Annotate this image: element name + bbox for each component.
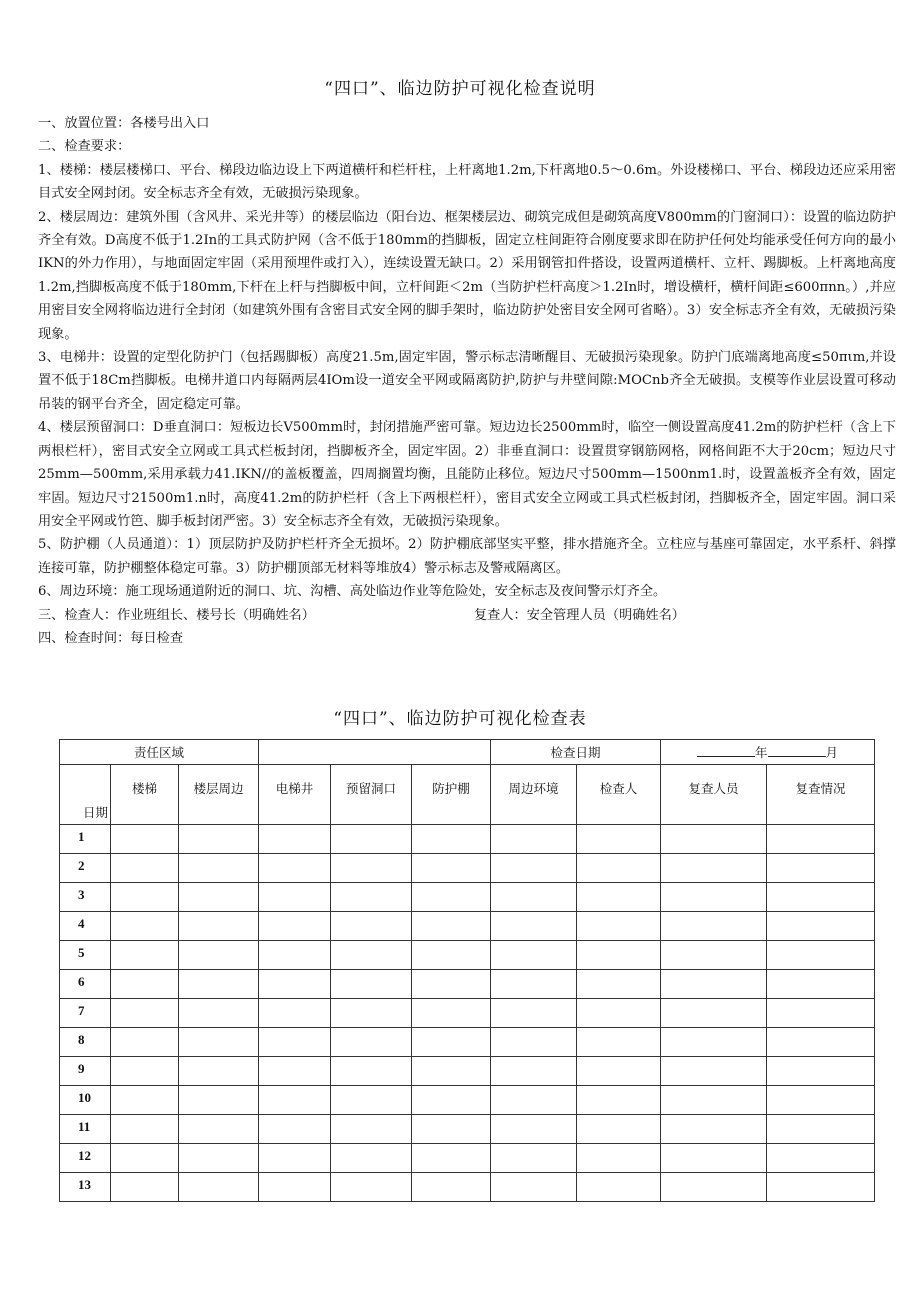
cell-inspector[interactable] xyxy=(577,1086,661,1115)
cell-review-status[interactable] xyxy=(767,970,875,999)
column-header-stairs: 楼梯 xyxy=(111,765,179,825)
placement-text: 一、放置位置：各楼号出入口 xyxy=(38,116,210,131)
check-date-label: 检查日期 xyxy=(491,740,661,765)
cell-elevator-shaft[interactable] xyxy=(259,941,331,970)
cell-surroundings[interactable] xyxy=(491,912,577,941)
table-row xyxy=(60,912,875,941)
cell-reviewer[interactable] xyxy=(661,1086,767,1115)
cell-elevator-shaft[interactable] xyxy=(259,1144,331,1173)
column-header-review-status: 复查情况 xyxy=(767,765,875,825)
table-row xyxy=(60,941,875,970)
cell-reserved-openings[interactable] xyxy=(331,941,412,970)
table-row xyxy=(60,883,875,912)
cell-stairs[interactable] xyxy=(111,854,179,883)
table-row xyxy=(60,854,875,883)
instructions-body xyxy=(38,112,896,650)
cell-reserved-openings[interactable] xyxy=(331,1028,412,1057)
table-header-row-1 xyxy=(60,740,875,765)
cell-stairs[interactable] xyxy=(111,912,179,941)
month-label: 月 xyxy=(825,745,839,760)
cell-review-status[interactable] xyxy=(767,1057,875,1086)
table-body xyxy=(60,825,875,1202)
cell-reserved-openings[interactable] xyxy=(331,970,412,999)
cell-protective-shed[interactable] xyxy=(412,1086,491,1115)
cell-elevator-shaft[interactable] xyxy=(259,854,331,883)
cell-surroundings[interactable] xyxy=(491,1173,577,1202)
cell-reserved-openings[interactable] xyxy=(331,999,412,1028)
month-blank[interactable] xyxy=(768,744,826,757)
cell-inspector[interactable] xyxy=(577,1028,661,1057)
cell-surroundings[interactable] xyxy=(491,1086,577,1115)
year-blank[interactable] xyxy=(697,744,755,757)
cell-floor-edge[interactable] xyxy=(179,1173,259,1202)
cell-stairs[interactable] xyxy=(111,941,179,970)
column-header-surroundings: 周边环境 xyxy=(491,765,577,825)
requirement-stairs: 1、楼梯：楼层楼梯口、平台、梯段边临边设上下两道横杆和栏杆柱，上杆离地1.2m,下杆离地0.5～0.6m。外设楼梯口、平台、梯段边还应采用密目式安全网封闭。安全标志齐全有效，无破损污染现象。 xyxy=(38,162,896,202)
column-header-elevator-shaft: 电梯井 xyxy=(259,765,331,825)
cell-stairs[interactable] xyxy=(111,1086,179,1115)
cell-reserved-openings[interactable] xyxy=(331,1173,412,1202)
cell-reviewer[interactable] xyxy=(661,1173,767,1202)
cell-reserved-openings[interactable] xyxy=(331,1057,412,1086)
cell-inspector[interactable] xyxy=(577,970,661,999)
cell-review-status[interactable] xyxy=(767,912,875,941)
day-number: 13 xyxy=(60,1173,111,1202)
cell-elevator-shaft[interactable] xyxy=(259,1115,331,1144)
cell-review-status[interactable] xyxy=(767,999,875,1028)
cell-reviewer[interactable] xyxy=(661,854,767,883)
cell-surroundings[interactable] xyxy=(491,941,577,970)
day-number: 6 xyxy=(60,970,111,999)
cell-surroundings[interactable] xyxy=(491,883,577,912)
cell-floor-edge[interactable] xyxy=(179,1144,259,1173)
cell-protective-shed[interactable] xyxy=(412,854,491,883)
cell-elevator-shaft[interactable] xyxy=(259,1028,331,1057)
cell-reviewer[interactable] xyxy=(661,1144,767,1173)
cell-protective-shed[interactable] xyxy=(412,1057,491,1086)
cell-reviewer[interactable] xyxy=(661,883,767,912)
cell-reviewer[interactable] xyxy=(661,970,767,999)
requirement-floor-openings: 4、楼层预留洞口：D垂直洞口：短板边长V500mm时，封闭措施严密可靠。短边边长2500mm时，临空一侧设置高度41.2m的防护栏杆（含上下两根栏杆），密目式安全立网或工具式栏板封闭，挡脚板齐全，固定牢固。2）非垂直洞口：设置贯穿钢筋网格，网格间距不大于20cm；短边尺寸25mm—500mm,采用承载力41.IKN//的盖板覆盖，四周搁置均衡，且能防止移位。短边尺寸500mm—1500nm1.时，设置盖板齐全有效，固定牢固。短边尺寸21500m1.n时，高度41.2m的防护栏杆（含上下两根栏杆），密目式安全立网或工具式栏板封闭，挡脚板齐全，固定牢固。洞口采用安全平网或竹笆、脚手板封闭严密。3）安全标志齐全有效，无破损污染现象。 xyxy=(38,420,896,529)
cell-surroundings[interactable] xyxy=(491,1028,577,1057)
requirement-protective-shed: 5、防护棚（人员通道）：1）顶层防护及防护栏杆齐全无损坏。2）防护棚底部坚实平整，排水措施齐全。立柱应与基座可靠固定，水平系杆、斜撑连接可靠，防护棚整体稳定可靠。3）防护棚顶部无材料等堆放4）警示标志及警戒隔离区。 xyxy=(38,537,896,576)
cell-elevator-shaft[interactable] xyxy=(259,1057,331,1086)
cell-inspector[interactable] xyxy=(577,1173,661,1202)
cell-floor-edge[interactable] xyxy=(179,1028,259,1057)
cell-stairs[interactable] xyxy=(111,883,179,912)
cell-inspector[interactable] xyxy=(577,912,661,941)
cell-surroundings[interactable] xyxy=(491,999,577,1028)
cell-floor-edge[interactable] xyxy=(179,1086,259,1115)
cell-stairs[interactable] xyxy=(111,1028,179,1057)
column-header-reviewer: 复查人员 xyxy=(661,765,767,825)
day-number: 2 xyxy=(60,854,111,883)
cell-reserved-openings[interactable] xyxy=(331,1115,412,1144)
day-number: 7 xyxy=(60,999,111,1028)
cell-stairs[interactable] xyxy=(111,999,179,1028)
cell-reviewer[interactable] xyxy=(661,912,767,941)
check-date-field[interactable] xyxy=(661,740,875,765)
inspection-time-text: 四、检查时间：每日检查 xyxy=(38,630,184,646)
cell-inspector[interactable] xyxy=(577,941,661,970)
cell-elevator-shaft[interactable] xyxy=(259,825,331,854)
inspector-text: 三、检查人：作业班组长、楼号长（明确姓名） xyxy=(38,607,315,623)
table-row xyxy=(60,1028,875,1057)
cell-elevator-shaft[interactable] xyxy=(259,999,331,1028)
cell-floor-edge[interactable] xyxy=(179,1115,259,1144)
table-row xyxy=(60,825,875,854)
cell-review-status[interactable] xyxy=(767,883,875,912)
cell-reserved-openings[interactable] xyxy=(331,883,412,912)
cell-stairs[interactable] xyxy=(111,1173,179,1202)
cell-floor-edge[interactable] xyxy=(179,941,259,970)
cell-stairs[interactable] xyxy=(111,825,179,854)
cell-surroundings[interactable] xyxy=(491,970,577,999)
cell-surroundings[interactable] xyxy=(491,825,577,854)
cell-inspector[interactable] xyxy=(577,1144,661,1173)
day-number: 9 xyxy=(60,1057,111,1086)
cell-reviewer[interactable] xyxy=(661,999,767,1028)
cell-protective-shed[interactable] xyxy=(412,883,491,912)
cell-reviewer[interactable] xyxy=(661,1028,767,1057)
day-number: 10 xyxy=(60,1086,111,1115)
table-row xyxy=(60,970,875,999)
cell-reserved-openings[interactable] xyxy=(331,854,412,883)
table-row xyxy=(60,1173,875,1202)
day-number: 8 xyxy=(60,1028,111,1057)
cell-inspector[interactable] xyxy=(577,825,661,854)
cell-reviewer[interactable] xyxy=(661,1115,767,1144)
table-row xyxy=(60,1144,875,1173)
cell-review-status[interactable] xyxy=(767,1028,875,1057)
cell-reserved-openings[interactable] xyxy=(331,1144,412,1173)
cell-reserved-openings[interactable] xyxy=(331,1086,412,1115)
cell-review-status[interactable] xyxy=(767,941,875,970)
responsibility-area-label: 责任区域 xyxy=(60,740,259,765)
cell-floor-edge[interactable] xyxy=(179,999,259,1028)
cell-surroundings[interactable] xyxy=(491,1057,577,1086)
cell-surroundings[interactable] xyxy=(491,854,577,883)
cell-protective-shed[interactable] xyxy=(412,970,491,999)
cell-reviewer[interactable] xyxy=(661,941,767,970)
cell-protective-shed[interactable] xyxy=(412,1028,491,1057)
table-title: “四口”、临边防护可视化检查表 xyxy=(333,709,587,729)
cell-floor-edge[interactable] xyxy=(179,854,259,883)
column-header-reserved-openings: 预留洞口 xyxy=(331,765,412,825)
cell-elevator-shaft[interactable] xyxy=(259,1086,331,1115)
cell-surroundings[interactable] xyxy=(491,1115,577,1144)
cell-surroundings[interactable] xyxy=(491,1144,577,1173)
requirement-elevator-shaft: 3、电梯井：设置的定型化防护门（包括踢脚板）高度21.5m,固定牢固，警示标志清晰醒目、无破损污染现象。防护门底端离地高度≤50πιm,并设置不低于18Cm挡脚板。电梯井道口内每隔两层4IOm设一道安全平网或隔离防护,防护与井壁间隙:MOCnb齐全无破损。支模等作业层设置可移动吊装的钢平台齐全，固定稳定可靠。 xyxy=(38,350,896,412)
cell-stairs[interactable] xyxy=(111,1115,179,1144)
requirements-heading: 二、检查要求： xyxy=(38,139,131,155)
year-label: 年 xyxy=(754,745,768,760)
requirement-surroundings: 6、周边环境：施工现场通道附近的洞口、坑、沟槽、高处临边作业等危险处，安全标志及夜间警示灯齐全。 xyxy=(38,584,667,600)
cell-review-status[interactable] xyxy=(767,1173,875,1202)
column-header-floor-edge: 楼层周边 xyxy=(179,765,259,825)
responsibility-area-field[interactable] xyxy=(259,740,491,765)
cell-protective-shed[interactable] xyxy=(412,999,491,1028)
cell-reserved-openings[interactable] xyxy=(331,912,412,941)
cell-reviewer[interactable] xyxy=(661,825,767,854)
cell-elevator-shaft[interactable] xyxy=(259,970,331,999)
cell-floor-edge[interactable] xyxy=(179,825,259,854)
cell-floor-edge[interactable] xyxy=(179,883,259,912)
table-row xyxy=(60,1057,875,1086)
day-number: 12 xyxy=(60,1144,111,1173)
cell-review-status[interactable] xyxy=(767,1086,875,1115)
cell-protective-shed[interactable] xyxy=(412,912,491,941)
cell-elevator-shaft[interactable] xyxy=(259,1173,331,1202)
cell-inspector[interactable] xyxy=(577,999,661,1028)
cell-protective-shed[interactable] xyxy=(412,1115,491,1144)
inspection-table xyxy=(59,739,875,1202)
cell-inspector[interactable] xyxy=(577,854,661,883)
column-header-inspector: 检查人 xyxy=(577,765,661,825)
day-number: 1 xyxy=(60,825,111,854)
cell-review-status[interactable] xyxy=(767,825,875,854)
cell-protective-shed[interactable] xyxy=(412,941,491,970)
cell-review-status[interactable] xyxy=(767,854,875,883)
cell-floor-edge[interactable] xyxy=(179,912,259,941)
table-row xyxy=(60,999,875,1028)
cell-elevator-shaft[interactable] xyxy=(259,912,331,941)
inspector-line xyxy=(38,604,896,627)
cell-protective-shed[interactable] xyxy=(412,1144,491,1173)
table-row xyxy=(60,1086,875,1115)
cell-reviewer[interactable] xyxy=(661,1057,767,1086)
cell-stairs[interactable] xyxy=(111,970,179,999)
cell-review-status[interactable] xyxy=(767,1144,875,1173)
cell-inspector[interactable] xyxy=(577,1115,661,1144)
table-row xyxy=(60,1115,875,1144)
cell-reserved-openings[interactable] xyxy=(331,825,412,854)
cell-inspector[interactable] xyxy=(577,1057,661,1086)
table-header-row-2 xyxy=(60,765,875,825)
requirement-floor-edge: 2、楼层周边：建筑外围（含风井、采光井等）的楼层临边（阳台边、框架楼层边、砌筑完成但是砌筑高度V800mm的门窗洞口）：设置的临边防护齐全有效。D高度不低于1.2In的工具式防护网（含不低于180mm的挡脚板，固定立柱间距符合刚度要求即在防护任何处均能承受任何方向的最小IKN的外力作用），与地面固定牢固（采用预埋件或打入），连续设置无缺口。2）采用钢管扣件搭设，设置两道横杆、立杆、踢脚板。上杆离地高度1.2m,挡脚板高度不低于180mm,下杆在上杆与挡脚板中间，立杆间距＜2m（当防护栏杆高度＞1.2In时，增设横杆，横杆间距≤600πnn。）,并应用密目安全网将临边进行全封闭（如建筑外围有含密目式安全网的脚手架时，临边防护处密目安全网可省略）。3）安全标志齐全有效，无破损污染现象。 xyxy=(38,209,896,342)
cell-floor-edge[interactable] xyxy=(179,1057,259,1086)
reviewer-text: 复查人：安全管理人员（明确姓名） xyxy=(474,607,685,623)
column-header-protective-shed: 防护棚 xyxy=(412,765,491,825)
day-number: 11 xyxy=(60,1115,111,1144)
cell-protective-shed[interactable] xyxy=(412,1173,491,1202)
cell-elevator-shaft[interactable] xyxy=(259,883,331,912)
cell-review-status[interactable] xyxy=(767,1115,875,1144)
date-column-header: 日期 xyxy=(60,765,111,825)
cell-stairs[interactable] xyxy=(111,1057,179,1086)
day-number: 4 xyxy=(60,912,111,941)
cell-inspector[interactable] xyxy=(577,883,661,912)
day-number: 3 xyxy=(60,883,111,912)
cell-stairs[interactable] xyxy=(111,1144,179,1173)
cell-protective-shed[interactable] xyxy=(412,825,491,854)
cell-floor-edge[interactable] xyxy=(179,970,259,999)
page-title: “四口”、临边防护可视化检查说明 xyxy=(324,79,596,99)
day-number: 5 xyxy=(60,941,111,970)
